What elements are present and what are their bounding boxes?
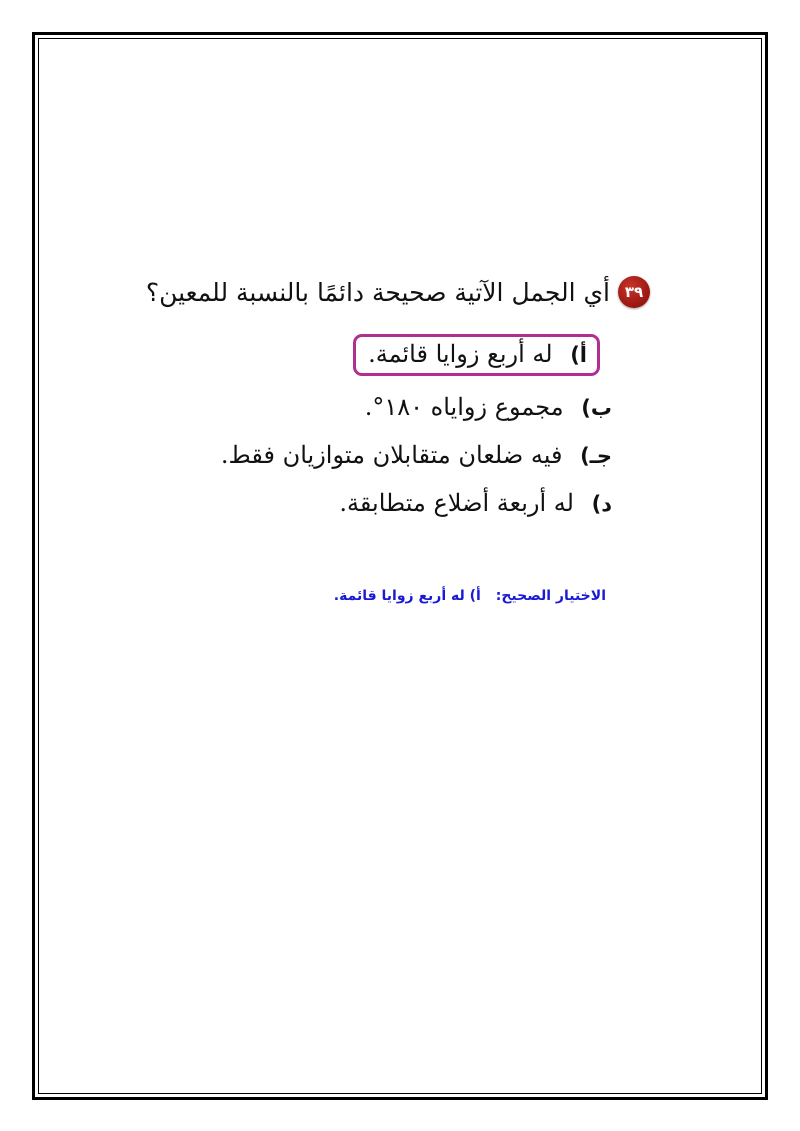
option-letter: ب) [581,396,612,420]
option-c [221,441,612,469]
page-border-inner [38,38,762,1094]
correct-answer [334,588,606,604]
option-a-highlighted [353,334,600,376]
option-text: له أربعة أضلاع متطابقة. [339,489,574,517]
question-text: أي الجمل الآتية صحيحة دائمًا بالنسبة للمعين؟ [145,277,610,307]
question [146,276,650,308]
option-text: فيه ضلعان متقابلان متوازيان فقط. [220,441,563,469]
option-letter: جـ) [580,444,612,468]
correct-answer-value: أ) له أربع زوايا قائمة. [333,588,481,604]
option-text: مجموع زواياه ١٨٠°. [364,393,564,421]
option-letter: د) [591,492,612,516]
option-b [365,393,612,421]
correct-answer-label: الاختيار الصحيح: [495,588,606,604]
option-letter: أ) [570,343,587,367]
option-text: له أربع زوايا قائمة. [368,340,553,368]
question-number-badge: ٣٩ [618,276,650,308]
option-d [339,489,612,517]
